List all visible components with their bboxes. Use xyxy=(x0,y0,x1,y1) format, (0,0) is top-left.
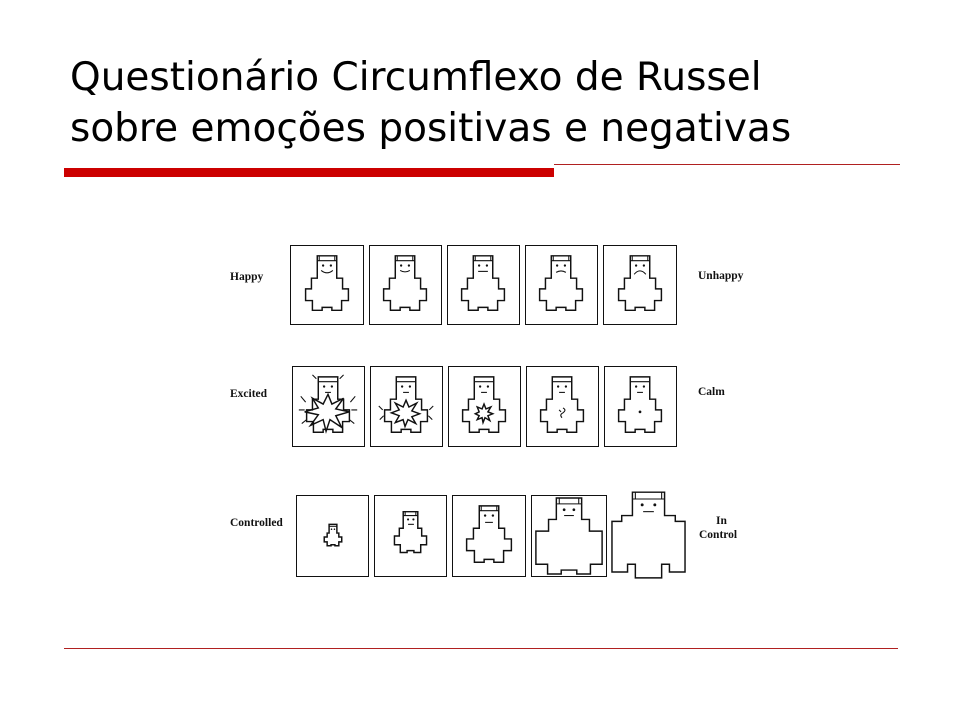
slide-title-line-2: sobre emoções positivas e negativas xyxy=(70,106,792,151)
sam-panel-excited-3[interactable] xyxy=(448,366,521,447)
row-label-happy: Happy xyxy=(230,271,264,283)
burst-icon xyxy=(391,400,419,426)
person-figure-icon xyxy=(604,246,676,324)
title-accent-bar xyxy=(64,168,554,177)
sam-panel-dominance-3[interactable] xyxy=(452,495,526,577)
person-figure-icon xyxy=(370,246,441,324)
sam-panel-happy-1[interactable] xyxy=(290,245,364,325)
sam-panel-happy-5[interactable] xyxy=(603,245,677,325)
person-figure-icon xyxy=(527,367,598,446)
sam-panel-happy-2[interactable] xyxy=(369,245,442,325)
person-figure-icon xyxy=(448,246,519,324)
person-figure-icon xyxy=(371,367,442,446)
footer-divider-line xyxy=(64,648,898,649)
row-label-control: Control xyxy=(699,529,738,541)
sam-panel-excited-1[interactable] xyxy=(292,366,365,447)
person-figure-icon xyxy=(611,496,686,576)
sam-panel-dominance-5[interactable] xyxy=(610,495,687,577)
person-figure-icon xyxy=(293,367,364,446)
person-figure-icon xyxy=(449,367,520,446)
row-label-calm: Calm xyxy=(698,386,725,398)
sam-panel-happy-4[interactable] xyxy=(525,245,598,325)
sam-panel-dominance-4[interactable] xyxy=(531,495,607,577)
person-figure-icon xyxy=(375,496,446,576)
sam-panel-happy-3[interactable] xyxy=(447,245,520,325)
sam-panel-excited-4[interactable] xyxy=(526,366,599,447)
title-divider-line xyxy=(554,164,900,165)
person-figure-icon xyxy=(532,496,606,576)
row-label-in: In xyxy=(716,515,727,527)
sam-panel-dominance-2[interactable] xyxy=(374,495,447,577)
slide-title xyxy=(70,52,930,154)
slide-title-line-1: Questionário Circumflexo de Russel xyxy=(70,55,762,100)
sam-panel-excited-2[interactable] xyxy=(370,366,443,447)
person-figure-icon xyxy=(453,496,525,576)
row-label-excited: Excited xyxy=(230,388,268,400)
burst-icon xyxy=(475,404,493,422)
sam-panel-dominance-1[interactable] xyxy=(296,495,369,577)
person-figure-icon xyxy=(526,246,597,324)
person-figure-icon xyxy=(297,496,368,576)
row-label-controlled: Controlled xyxy=(230,517,283,529)
person-figure-icon xyxy=(291,246,363,324)
person-figure-icon xyxy=(605,367,676,446)
row-label-unhappy: Unhappy xyxy=(698,270,744,282)
sam-panel-excited-5[interactable] xyxy=(604,366,677,447)
